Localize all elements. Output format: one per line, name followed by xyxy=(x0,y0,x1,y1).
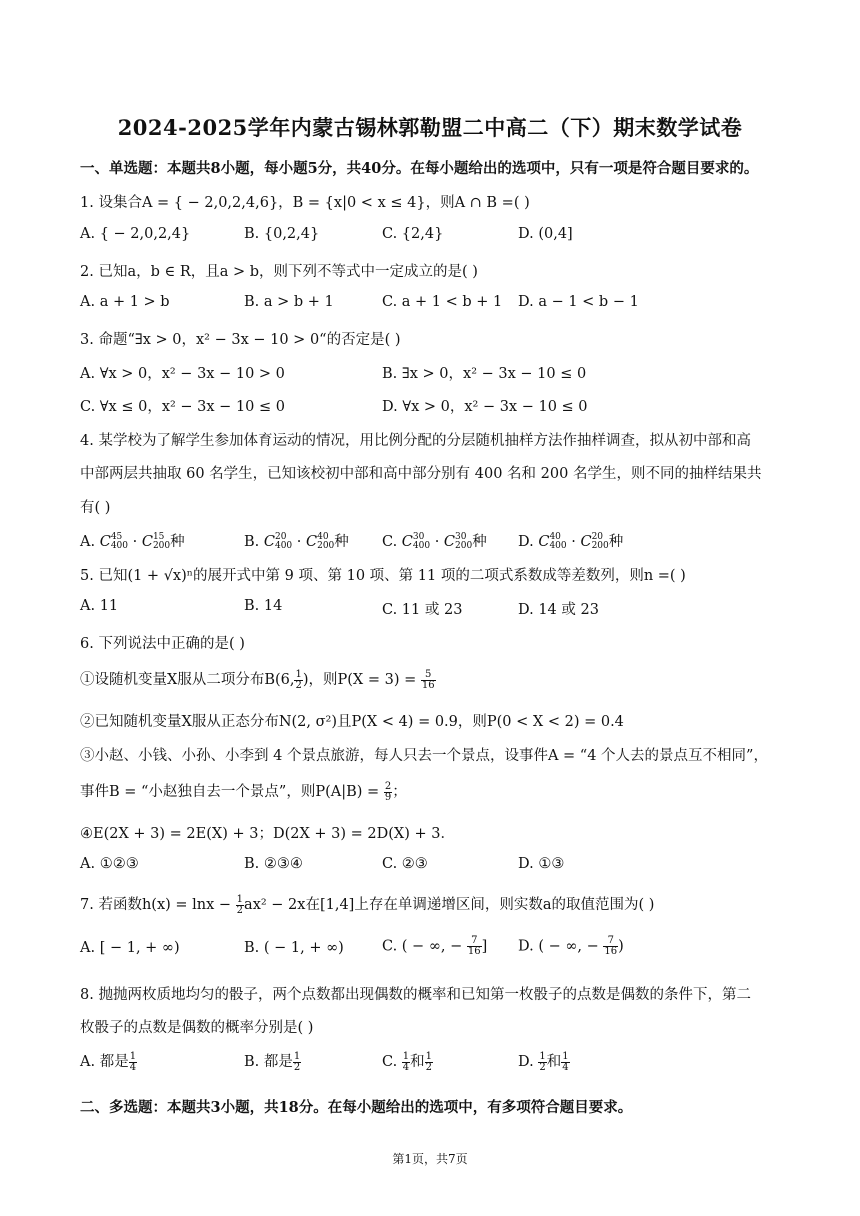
q7-option-d: D. ( − ∞, − $\frac{7}{16}$ ) xyxy=(518,935,624,957)
q4-option-b: B. C 20 400 · C 40 200 种 xyxy=(244,532,349,551)
q5-option-b: B. 14 xyxy=(244,598,283,614)
q1-option-a: A. { − 2,0,2,4} xyxy=(80,226,191,242)
q1-option-d: D. (0,4] xyxy=(518,226,573,242)
q4-option-a: A. C 45 400 · C 15 200 种 xyxy=(80,532,185,551)
q6-statement-3-line-1: ③小赵、小钱、小孙、小李到 4 个景点旅游，每人只去一个景点，设事件A = “4 个人去的景点互不相同”， xyxy=(80,748,768,764)
q5-option-c: C. 11 或 23 xyxy=(382,602,463,618)
q3-option-b: B. ∃x > 0，x² − 3x − 10 ≤ 0 xyxy=(382,366,587,382)
q3-option-a: A. ∀x > 0，x² − 3x − 10 > 0 xyxy=(80,366,285,382)
question-4-line-1: 4. 某学校为了解学生参加体育运动的情况，用比例分配的分层随机抽样方法作抽样调查，拟从初中部和高 xyxy=(80,433,751,449)
q5-option-a: A. 11 xyxy=(80,598,119,614)
q6-option-c: C. ②③ xyxy=(382,856,428,872)
question-2-stem: 2. 已知a，b ∈ R，且a > b，则下列不等式中一定成立的是( ) xyxy=(80,264,478,280)
q6-statement-2: ②已知随机变量X服从正态分布N(2, σ²)且P(X < 4) = 0.9，则P(0 < X < 2) = 0.4 xyxy=(80,714,624,730)
q6-option-a: A. ①②③ xyxy=(80,856,139,872)
q1-option-b: B. {0,2,4} xyxy=(244,226,320,242)
q6-statement-1: ①设随机变量X服从二项分布B(6, $\frac{1}{2}$ )，则P(X = 3) = $\frac{5}{16}$ xyxy=(80,668,435,691)
page-footer: 第1页，共7页 xyxy=(392,1152,468,1166)
q6-statement-3-line-2: 事件B = “小赵独自去一个景点”，则P(A|B) = $\frac{2}{9}$ ； xyxy=(80,780,407,803)
q3-option-d: D. ∀x > 0，x² − 3x − 10 ≤ 0 xyxy=(382,399,588,415)
q4-option-c: C. C 30 400 · C 30 200 种 xyxy=(382,532,487,551)
question-7-stem: 7. 若函数h(x) = lnx − $\frac{1}{2}$ ax² − 2x在[1,4]上存在单调递增区间，则实数a的取值范围为( ) xyxy=(80,893,655,916)
question-4-line-3: 有( ) xyxy=(80,500,111,516)
q2-option-a: A. a + 1 > b xyxy=(80,294,170,310)
question-3-stem: 3. 命题“∃x > 0，x² − 3x − 10 > 0“的否定是( ) xyxy=(80,332,401,348)
q2-option-c: C. a + 1 < b + 1 xyxy=(382,294,503,310)
q5-option-d: D. 14 或 23 xyxy=(518,602,599,618)
q3-option-c: C. ∀x ≤ 0，x² − 3x − 10 ≤ 0 xyxy=(80,399,285,415)
q8-option-d: D. $\frac{1}{2}$ 和 $\frac{1}{4}$ xyxy=(518,1050,569,1073)
question-5-stem: 5. 已知(1 + √x)ⁿ的展开式中第 9 项、第 10 项、第 11 项的二项式系数成等差数列，则n =( ) xyxy=(80,568,686,584)
question-6-stem: 6. 下列说法中正确的是( ) xyxy=(80,636,245,652)
q8-option-a: A. 都是 $\frac{1}{4}$ xyxy=(80,1050,137,1073)
q2-option-d: D. a − 1 < b − 1 xyxy=(518,294,639,310)
question-8-line-2: 枚骰子的点数是偶数的概率分别是( ) xyxy=(80,1020,314,1036)
q6-option-d: D. ①③ xyxy=(518,856,565,872)
section-1-heading: 一、单选题：本题共8小题，每小题5分，共40分。在每小题给出的选项中，只有一项是符合题目要求的。 xyxy=(80,160,759,177)
exam-title: 2024-2025学年内蒙古锡林郭勒盟二中高二（下）期末数学试卷 xyxy=(117,115,743,140)
section-2-heading: 二、多选题：本题共3小题，共18分。在每小题给出的选项中，有多项符合题目要求。 xyxy=(80,1099,633,1116)
question-4-line-2: 中部两层共抽取 60 名学生，已知该校初中部和高中部分别有 400 名和 200 名学生，则不同的抽样结果共 xyxy=(80,466,762,482)
q6-statement-4: ④E(2X + 3) = 2E(X) + 3；D(2X + 3) = 2D(X) + 3． xyxy=(80,826,455,842)
q8-option-b: B. 都是 $\frac{1}{2}$ xyxy=(244,1050,301,1073)
q1-option-c: C. {2,4} xyxy=(382,226,444,242)
q7-option-a: A. [ − 1, + ∞) xyxy=(80,940,180,956)
q4-option-d: D. C 40 400 · C 20 200 种 xyxy=(518,532,624,551)
q6-option-b: B. ②③④ xyxy=(244,856,303,872)
q7-option-b: B. ( − 1, + ∞) xyxy=(244,940,344,956)
q2-option-b: B. a > b + 1 xyxy=(244,294,334,310)
question-8-line-1: 8. 抛抛两枚质地均匀的骰子，两个点数都出现偶数的概率和已知第一枚骰子的点数是偶数的条件下，第二 xyxy=(80,987,751,1003)
q8-option-c: C. $\frac{1}{4}$ 和 $\frac{1}{2}$ xyxy=(382,1050,433,1073)
q7-option-c: C. ( − ∞, − $\frac{7}{16}$ ] xyxy=(382,935,488,957)
question-1-stem: 1. 设集合A = { − 2,0,2,4,6}，B = {x|0 < x ≤ 4}，则A ∩ B =( ) xyxy=(80,195,530,211)
